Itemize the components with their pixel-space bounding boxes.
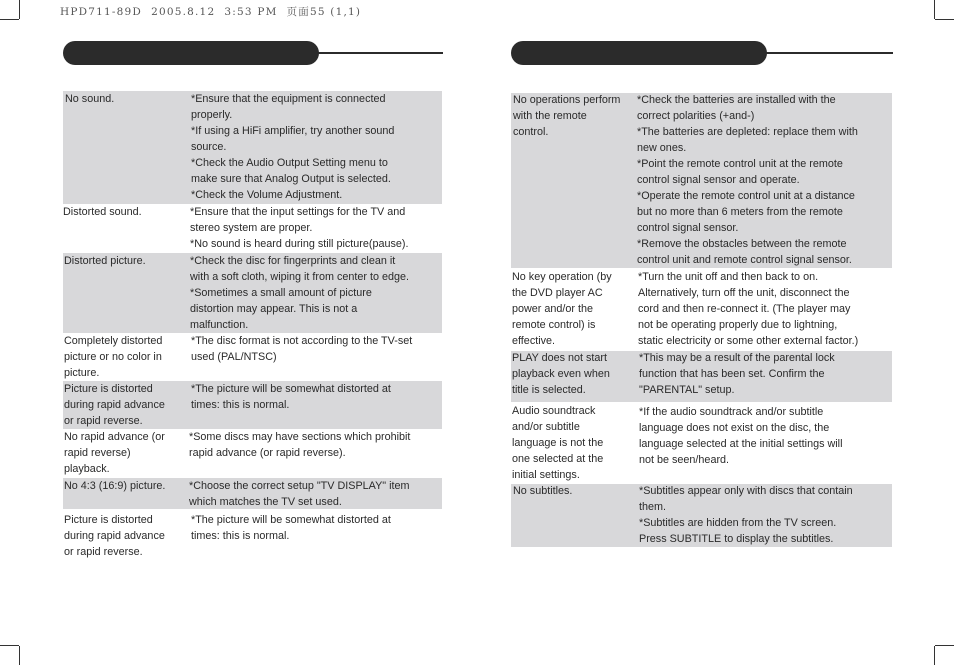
left-title-bar — [63, 41, 443, 65]
table-row — [511, 351, 892, 402]
title-rule — [761, 52, 893, 54]
crop-mark — [19, 0, 20, 19]
table-row — [63, 333, 442, 381]
problem-text: No 4:3 (16:9) picture. — [64, 480, 166, 492]
crop-mark — [934, 0, 935, 19]
right-troubleshooting-table — [511, 93, 892, 547]
problem-text: No key operation (by the DVD player AC power and/or the remote control) is effective. — [512, 271, 612, 347]
title-rule — [313, 52, 443, 54]
solution-text: *Some discs may have sections which prohibit rapid advance (or rapid reverse). — [189, 431, 411, 459]
problem-text: Audio soundtrack and/or subtitle language is not the one selected at the initial settings. — [512, 405, 604, 481]
solution-text: *The disc format is not according to the TV-set used (PAL/NTSC) — [191, 335, 413, 363]
crop-mark — [934, 646, 935, 665]
solution-text: *Check the disc for fingerprints and clean it with a soft cloth, wiping it from center to edge. *Sometimes a small amount of picture distortion may appear. This is not a malfunction. — [190, 255, 410, 331]
crop-mark — [0, 19, 19, 20]
solution-text: *The picture will be somewhat distorted at times: this is normal. — [191, 514, 391, 542]
problem-text: No subtitles. — [513, 485, 573, 497]
table-row — [63, 91, 442, 204]
table-row — [63, 204, 442, 253]
print-header: HPD711-89D 2005.8.12 3:53 PM 页面55 (1,1) — [60, 6, 362, 18]
crop-mark — [935, 19, 954, 20]
problem-text: No operations perform with the remote control. — [513, 94, 621, 138]
problem-text: PLAY does not start playback even when title is selected. — [512, 352, 610, 396]
solution-text: *This may be a result of the parental lock function that has been set. Confirm the "PARENTAL" setup. — [639, 352, 835, 396]
solution-text: *Ensure that the equipment is connected properly. *If using a HiFi amplifier, try another sound source. *Check the Audio Output Setting menu to make sure that Analog Output is selected. *Check the Volume Adjustment. — [191, 93, 395, 201]
left-troubleshooting-table — [63, 91, 442, 561]
problem-text: Distorted sound. — [63, 206, 142, 218]
crop-mark — [19, 646, 20, 665]
solution-text: *Turn the unit off and then back to on. Alternatively, turn off the unit, disconnect the cord and then re-connect it. (The player may not be operating properly due to lightning, static electricity or some other external factor.) — [638, 271, 859, 347]
solution-text: *If the audio soundtrack and/or subtitle language does not exist on the disc, the language selected at the initial settings will not be seen/heard. — [639, 406, 843, 466]
table-row — [63, 381, 442, 429]
problem-text: Distorted picture. — [64, 255, 146, 267]
table-row — [511, 484, 892, 547]
table-row — [63, 253, 442, 333]
table-row — [63, 478, 442, 509]
table-row — [511, 268, 892, 351]
solution-text: *Subtitles appear only with discs that contain them. *Subtitles are hidden from the TV screen. Press SUBTITLE to display the subtitles. — [639, 485, 853, 545]
table-row — [511, 93, 892, 268]
table-row — [63, 509, 442, 561]
problem-text: No rapid advance (or rapid reverse) playback. — [64, 431, 165, 475]
crop-mark — [0, 645, 19, 646]
solution-text: *Check the batteries are installed with the correct polarities (+and-) *The batteries are depleted: replace them with new ones. *Point the remote control unit at the remote control signal sensor and operate. *Operate the remote control unit at a distance but no more than 6 meters from the remote control signal sensor. *Remove the obstacles between the remote control unit and remote control signal sensor. — [637, 94, 858, 266]
solution-text: *Choose the correct setup "TV DISPLAY" item which matches the TV set used. — [189, 480, 410, 508]
table-row — [511, 402, 892, 484]
problem-text: Completely distorted picture or no color in picture. — [64, 335, 163, 379]
title-pill — [511, 41, 767, 65]
problem-text: No sound. — [65, 93, 115, 105]
crop-mark — [935, 645, 954, 646]
problem-text: Picture is distorted during rapid advance or rapid reverse. — [64, 383, 165, 427]
problem-text: Picture is distorted during rapid advance or rapid reverse. — [64, 514, 165, 558]
right-title-bar — [511, 41, 893, 65]
solution-text: *The picture will be somewhat distorted at times: this is normal. — [191, 383, 391, 411]
table-row — [63, 429, 442, 478]
solution-text: *Ensure that the input settings for the TV and stereo system are proper. *No sound is heard during still picture(pause). — [190, 206, 409, 250]
title-pill — [63, 41, 319, 65]
